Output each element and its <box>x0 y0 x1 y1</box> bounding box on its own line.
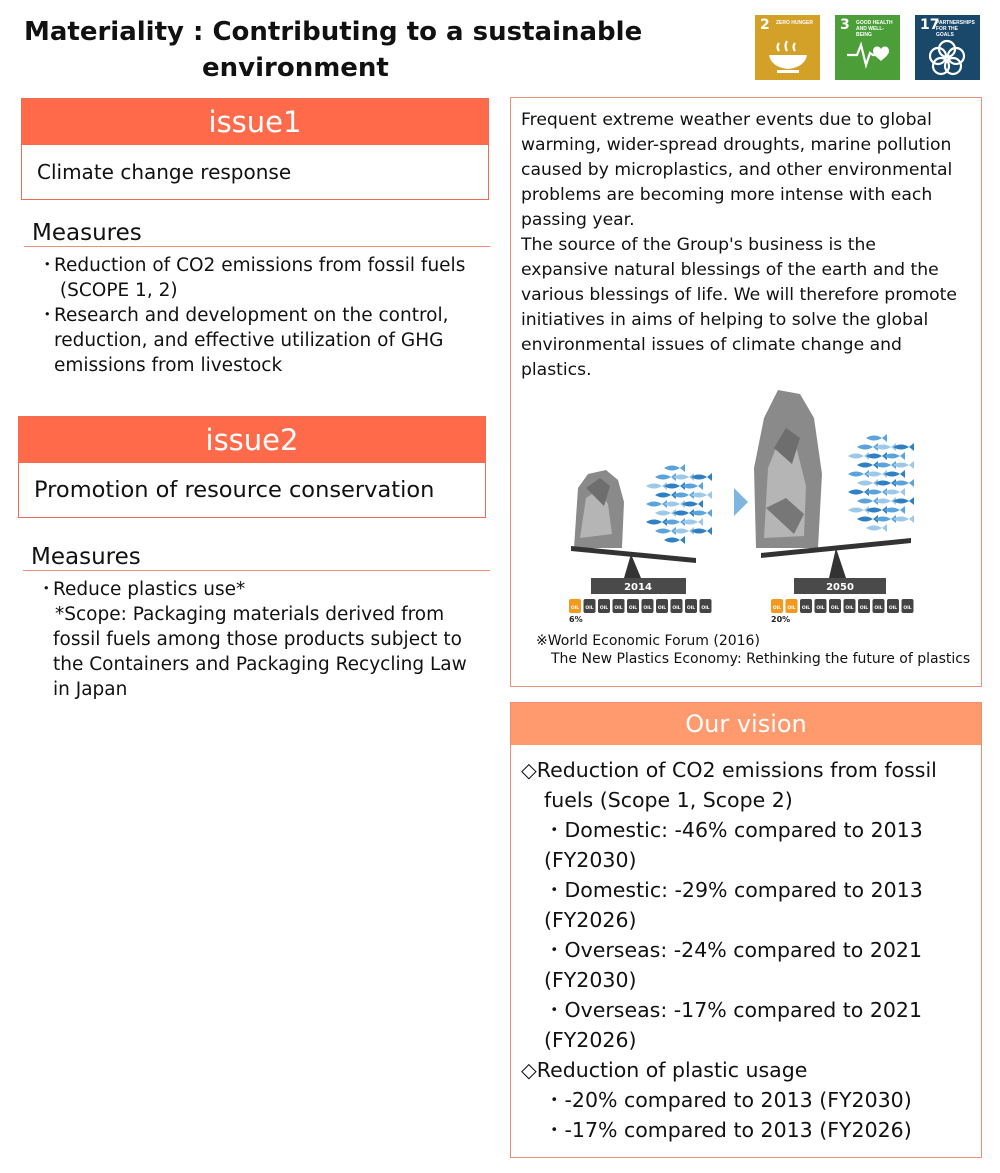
list-item <box>24 253 490 303</box>
measure-line: Reduction of CO2 emissions from fossil fuels <box>54 255 466 276</box>
oil-barrels-2050 <box>771 599 914 613</box>
fish-icon <box>857 515 878 523</box>
oil-barrel-label: OIL <box>859 606 869 611</box>
fish-icon <box>884 470 905 478</box>
vision-line: (FY2026) <box>544 1028 637 1052</box>
fish-icon <box>857 443 878 451</box>
sdg-label: ZERO HUNGER <box>776 20 813 26</box>
oil-barrel-label: OIL <box>874 606 883 611</box>
year-2050-label: 2050 <box>826 582 854 593</box>
fish-school-2014 <box>646 464 712 544</box>
oil-barrel-label: OIL <box>657 606 667 611</box>
oil-barrel-label: OIL <box>628 606 638 611</box>
fish-icon <box>664 464 685 472</box>
fish-icon <box>664 500 685 508</box>
paragraph-line: initiatives in aims of helping to solve the global <box>521 310 929 330</box>
issue2-name: Promotion of resource conservation <box>19 463 485 517</box>
measures-title: Measures <box>23 544 490 571</box>
fish-icon <box>673 527 694 535</box>
paragraph-line: warming, wider-spread droughts, marine pollution <box>521 135 952 155</box>
year-2014-label: 2014 <box>624 582 652 593</box>
sdg-label: GOOD HEALTH AND WELL-BEING <box>856 20 893 38</box>
paragraph-line: caused by microplastics, and other environmental <box>521 160 953 180</box>
issue1-measures <box>24 220 490 378</box>
vision-line: ・-20% compared to 2013 (FY2030) <box>544 1088 912 1112</box>
sdg-2-badge <box>755 15 820 80</box>
issue1-card <box>21 98 489 200</box>
fish-icon <box>664 518 685 526</box>
fish-icon <box>857 497 878 505</box>
sdg-label: PARTNERSHIPS FOR THE GOALS <box>936 20 975 38</box>
flower-icon <box>927 39 967 77</box>
fish-icon <box>848 488 869 496</box>
issue1-heading: issue1 <box>22 99 488 145</box>
issue2-heading: issue2 <box>19 417 485 463</box>
paragraph-line: The source of the Group's business is the <box>521 235 876 255</box>
fish-icon <box>655 527 676 535</box>
fish-icon <box>664 482 685 490</box>
fish-icon <box>857 461 878 469</box>
vision-line: ・Domestic: -29% compared to 2013 <box>544 878 923 902</box>
fish-icon <box>884 452 905 460</box>
fish-icon <box>691 527 712 535</box>
fish-icon <box>866 470 887 478</box>
fish-icon <box>691 491 712 499</box>
source-citation <box>536 632 970 668</box>
paragraph-line: expansive natural blessings of the earth and the <box>521 260 939 280</box>
fish-icon <box>893 461 914 469</box>
page-title-line2: environment <box>202 53 389 83</box>
oil-barrel-label: OIL <box>772 606 782 611</box>
oil-barrel-label: OIL <box>570 606 580 611</box>
oil-barrel-label: OIL <box>599 606 609 611</box>
page-title-line1: Materiality : Contributing to a sustainable <box>24 17 643 47</box>
page-title <box>24 14 664 86</box>
issue2-card <box>18 416 486 518</box>
vision-line: ・Domestic: -46% compared to 2013 <box>544 818 923 842</box>
source-line: The New Plastics Economy: Rethinking the future of plastics <box>551 651 971 667</box>
fish-icon <box>884 488 905 496</box>
vision-panel <box>510 702 982 1158</box>
fish-icon <box>866 434 887 442</box>
fish-icon <box>866 506 887 514</box>
fish-icon <box>646 518 667 526</box>
fish-icon <box>893 515 914 523</box>
oil-barrel-label: OIL <box>903 606 912 611</box>
issue2-measures <box>23 544 490 702</box>
vision-list <box>511 745 981 1145</box>
fish-icon <box>848 506 869 514</box>
measure-line: emissions from livestock <box>54 355 283 376</box>
bullet: ・ <box>38 305 57 326</box>
measure-line: (SCOPE 1, 2) <box>54 280 178 301</box>
oil-barrel-label: OIL <box>787 606 796 611</box>
fish-icon <box>875 443 896 451</box>
plastic-pile-2014 <box>574 470 624 548</box>
vision-line: ・-17% compared to 2013 (FY2026) <box>544 1118 912 1142</box>
measure-note-line: fossil fuels among those products subject to <box>53 629 462 650</box>
measure-line: Research and development on the control, <box>54 305 449 326</box>
fish-icon <box>646 500 667 508</box>
oil-barrel-label: OIL <box>888 606 898 611</box>
fish-icon <box>866 488 887 496</box>
bullet: ・ <box>38 255 57 276</box>
fish-icon <box>664 536 685 544</box>
pct-2014-label: 6% <box>569 615 583 624</box>
vision-line: ・Overseas: -17% compared to 2021 <box>544 998 922 1022</box>
pct-2050-label: 20% <box>771 615 791 624</box>
oil-barrel-label: OIL <box>686 606 696 611</box>
sdg-number: 3 <box>840 17 850 33</box>
fish-icon <box>875 479 896 487</box>
fish-school-2050 <box>848 434 914 532</box>
oil-barrel-label: OIL <box>830 606 840 611</box>
fish-icon <box>673 509 694 517</box>
oil-barrel-label: OIL <box>643 606 652 611</box>
vision-line: ◇Reduction of CO2 emissions from fossil <box>521 758 937 782</box>
measures-title: Measures <box>24 220 490 247</box>
plastic-pile-2050 <box>754 390 822 548</box>
sdg-17-badge <box>915 15 980 80</box>
issue1-name: Climate change response <box>22 145 488 199</box>
paragraph-line: passing year. <box>521 210 635 230</box>
paragraph-line: plastics. <box>521 360 592 380</box>
bowl-icon <box>767 39 809 75</box>
measure-line: reduction, and effective utilization of GHG <box>54 330 444 351</box>
measure-note-line: the Containers and Packaging Recycling Law <box>53 654 467 675</box>
list-item <box>24 303 490 378</box>
oil-barrel-label: OIL <box>816 606 825 611</box>
vision-line: fuels (Scope 1, Scope 2) <box>544 788 793 812</box>
sdg-3-badge <box>835 15 900 80</box>
list-item <box>23 577 490 702</box>
fish-icon <box>691 473 712 481</box>
fish-icon <box>682 482 703 490</box>
oil-barrel-label: OIL <box>614 606 623 611</box>
oil-barrels-2014 <box>569 599 712 613</box>
plastics-vs-fish-illustration <box>566 388 926 628</box>
oil-barrel-label: OIL <box>701 606 710 611</box>
fish-icon <box>848 470 869 478</box>
fish-icon <box>857 479 878 487</box>
fish-icon <box>893 497 914 505</box>
source-line: ※World Economic Forum (2016) <box>536 633 760 649</box>
vision-heading: Our vision <box>511 703 981 745</box>
fish-icon <box>682 518 703 526</box>
context-panel <box>510 97 982 687</box>
paragraph-line: problems are becoming more intense with each <box>521 185 933 205</box>
fish-icon <box>691 509 712 517</box>
fish-icon <box>848 452 869 460</box>
vision-line: (FY2026) <box>544 908 637 932</box>
heartbeat-icon <box>847 39 891 69</box>
vision-line: (FY2030) <box>544 848 637 872</box>
oil-barrel-label: OIL <box>672 606 681 611</box>
oil-barrel-label: OIL <box>585 606 594 611</box>
fish-icon <box>655 491 676 499</box>
fish-icon <box>655 509 676 517</box>
fish-icon <box>646 482 667 490</box>
measure-note-line: *Scope: Packaging materials derived from <box>55 604 445 625</box>
fish-icon <box>866 452 887 460</box>
paragraph-line: Frequent extreme weather events due to global <box>521 110 932 130</box>
fish-icon <box>682 500 703 508</box>
vision-line: ◇Reduction of plastic usage <box>521 1058 808 1082</box>
fish-icon <box>673 473 694 481</box>
fish-icon <box>875 461 896 469</box>
paragraph-line: various blessings of life. We will therefore promote <box>521 285 957 305</box>
fish-icon <box>893 479 914 487</box>
oil-barrel-label: OIL <box>845 606 854 611</box>
fish-icon <box>655 473 676 481</box>
vision-line: ・Overseas: -24% compared to 2021 <box>544 938 922 962</box>
measure-line: Reduce plastics use* <box>53 579 246 600</box>
fish-icon <box>875 497 896 505</box>
arrow-right-icon <box>734 488 748 516</box>
fish-icon <box>866 524 887 532</box>
context-paragraph <box>511 98 981 383</box>
sdg-number: 17 <box>920 17 940 33</box>
paragraph-line: environmental issues of climate change and <box>521 335 902 355</box>
fish-icon <box>893 443 914 451</box>
fish-icon <box>875 515 896 523</box>
fish-icon <box>884 506 905 514</box>
bullet: ・ <box>37 579 56 600</box>
oil-barrel-label: OIL <box>801 606 811 611</box>
fish-icon <box>673 491 694 499</box>
vision-line: (FY2030) <box>544 968 637 992</box>
measure-note-line: in Japan <box>53 679 128 700</box>
sdg-number: 2 <box>760 17 770 33</box>
